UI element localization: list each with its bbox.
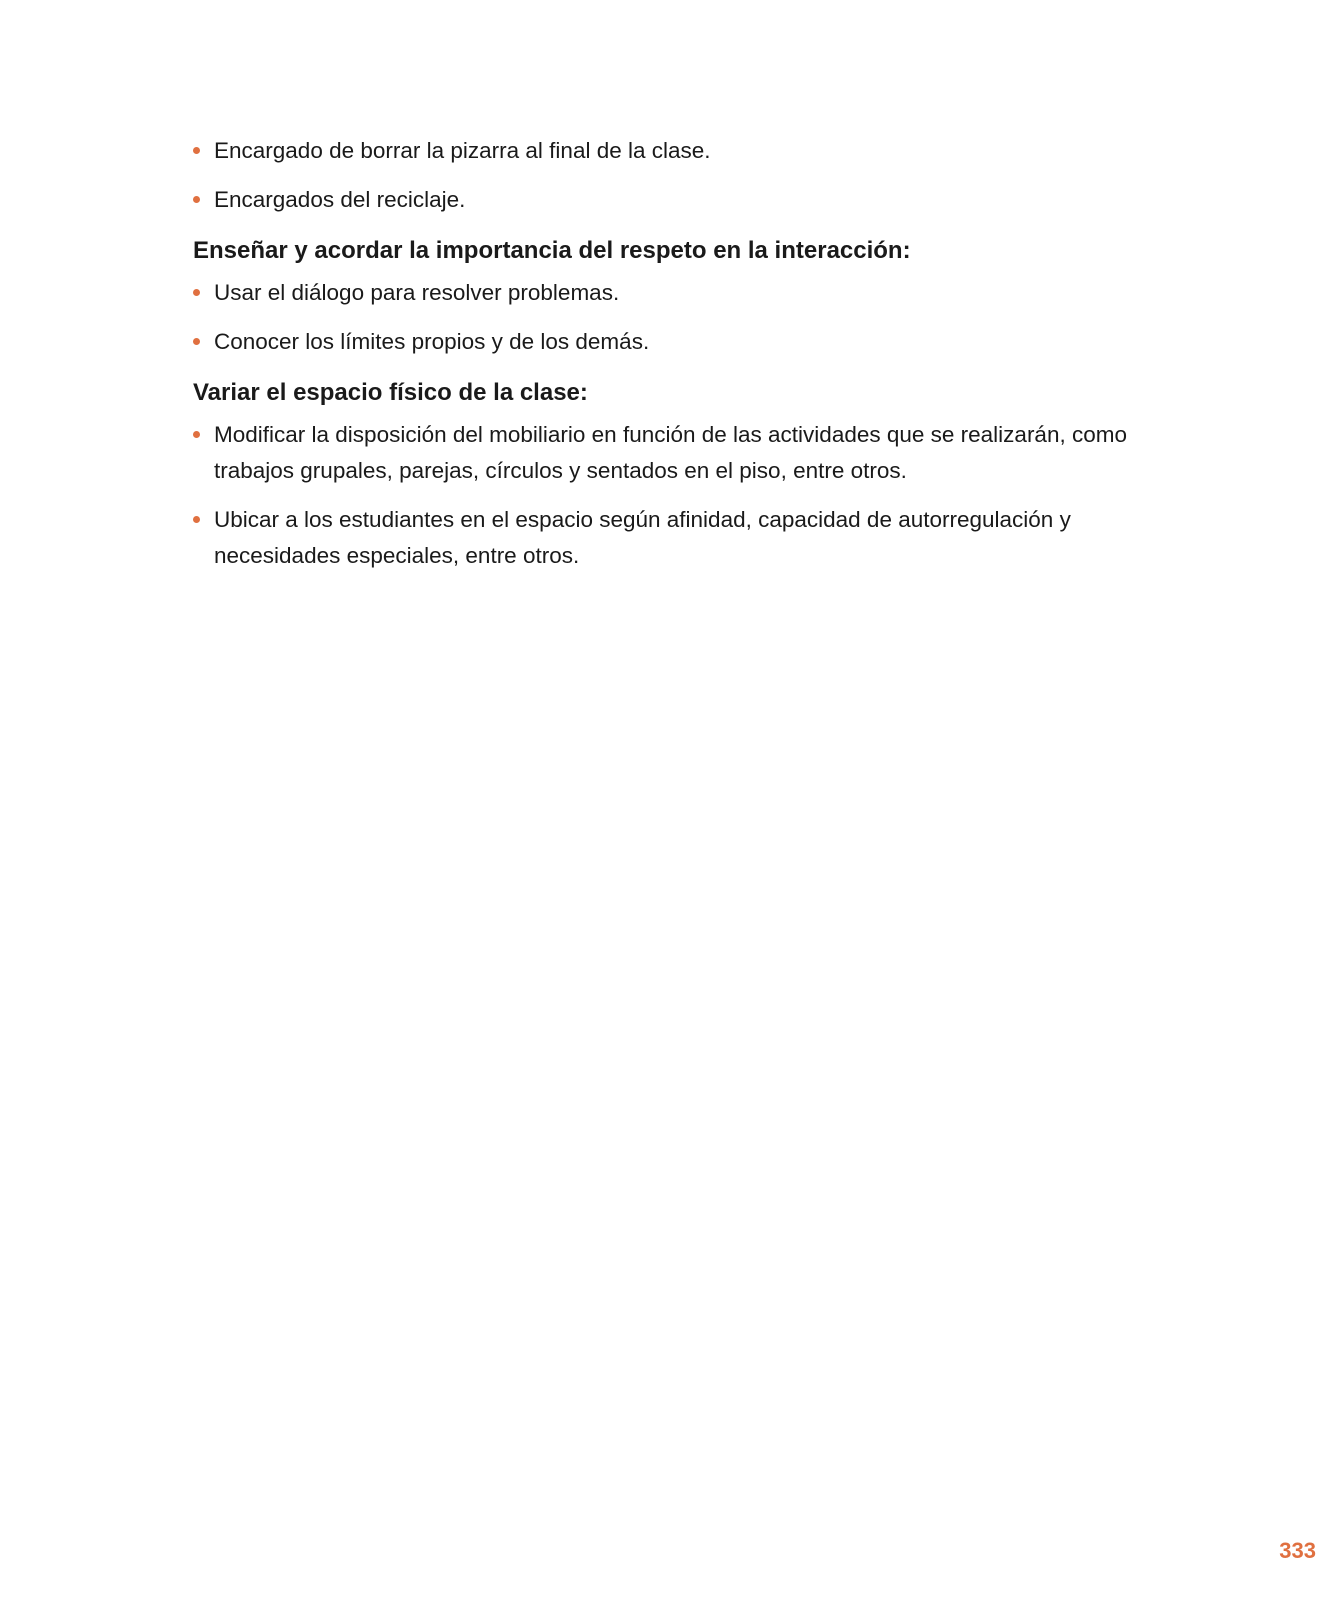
list-item <box>193 182 1183 218</box>
list-item <box>193 502 1183 574</box>
list-item <box>193 417 1183 489</box>
bullet-icon <box>193 289 200 296</box>
bullet-icon <box>193 431 200 438</box>
section-heading-physical-space: Variar el espacio físico de la clase: <box>193 379 588 406</box>
bullet-icon <box>193 338 200 345</box>
list-item <box>193 133 1183 169</box>
list-item-text: Conocer los límites propios y de los demás. <box>214 329 650 354</box>
section-heading-respect: Enseñar y acordar la importancia del respeto en la interacción: <box>193 237 911 264</box>
bullet-icon <box>193 516 200 523</box>
page-content <box>193 133 1183 587</box>
bullet-icon <box>193 147 200 154</box>
bullet-list-physical-space <box>193 417 1183 574</box>
list-item <box>193 324 1183 360</box>
list-item <box>193 275 1183 311</box>
list-item-text: Encargado de borrar la pizarra al final de la clase. <box>214 138 711 163</box>
page-number: 333 <box>1279 1538 1316 1563</box>
list-item-text: Encargados del reciclaje. <box>214 187 466 212</box>
bullet-list-respect <box>193 275 1183 360</box>
list-item-text: Modificar la disposición del mobiliario en función de las actividades que se realizarán, como trabajos grupales, parejas, círculos y sentados en el piso, entre otros. <box>214 422 1127 483</box>
list-item-text: Ubicar a los estudiantes en el espacio según afinidad, capacidad de autorregulación y necesidades especiales, entre otros. <box>214 507 1071 568</box>
list-item-text: Usar el diálogo para resolver problemas. <box>214 280 620 305</box>
bullet-list-responsibilities <box>193 133 1183 218</box>
bullet-icon <box>193 196 200 203</box>
